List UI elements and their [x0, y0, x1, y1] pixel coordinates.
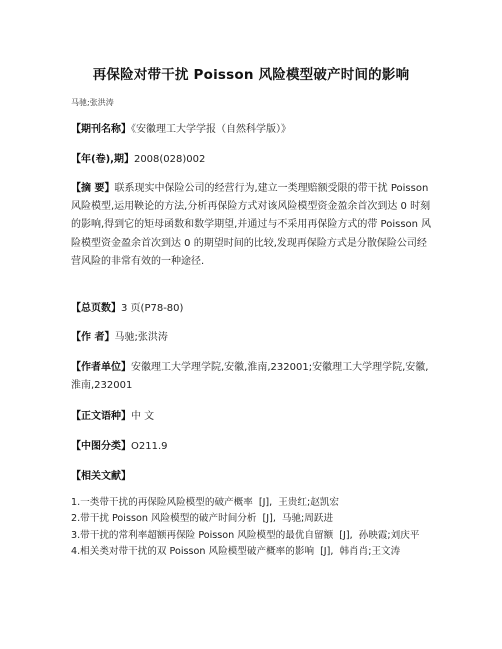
related-item-type: [J],	[339, 529, 353, 541]
language-value: 中 文	[131, 411, 155, 422]
pages-label: 【总页数】	[71, 303, 121, 314]
journal-value: 《安徽理工大学学报（自然科学版）》	[131, 124, 291, 135]
classification-label: 【中图分类】	[71, 441, 131, 452]
related-item-title: 1.一类带干扰的再保险风险模型的破产概率	[71, 497, 253, 508]
related-item[interactable]	[71, 544, 441, 560]
pages-field	[71, 300, 433, 318]
related-item[interactable]	[71, 528, 441, 544]
related-item-title: 4.相关类对带干扰的双 Poisson 风险模型破产概率的影响	[71, 546, 315, 558]
affiliation-value: 安徽理工大学理学院,安徽,淮南,232001;安徽理工大学理学院,安徽,淮南,232001	[71, 362, 429, 392]
related-item-authors: 马驰;周跃进	[281, 513, 334, 525]
related-item-type: [J],	[320, 546, 334, 558]
related-item-type: [J],	[258, 497, 273, 508]
affiliation-field	[71, 359, 433, 395]
affiliation-label: 【作者单位】	[71, 362, 131, 373]
author-line: 马驰;张洪涛	[71, 98, 114, 107]
authors-label: 【作 者】	[71, 332, 115, 343]
pages-value: 3 页(P78-80)	[121, 303, 184, 314]
journal-label: 【期刊名称】	[71, 124, 131, 135]
year-field	[71, 151, 433, 169]
related-literature-list	[71, 495, 441, 561]
classification-value: O211.9	[131, 441, 168, 452]
related-literature-heading: 【相关文献】	[71, 471, 131, 482]
year-label: 【年(卷),期】	[71, 154, 134, 165]
authors-value: 马驰;张洪涛	[114, 332, 168, 343]
abstract-text: 联系现实中保险公司的经营行为,建立一类理赔额受限的带干扰 Poisson 风险模型,运用鞅论的方法,分析再保险方式对该风险模型资金盈余首次到达 0 时刻的影响,得到它的矩母函数和数学期望,并通过与不采用再保险方式的带 Poisson 风险模型资金盈余首次到达 0 的期望时间的比较,发现再保险方式是分散保险公司经营风险的非常有效的一种途径.	[71, 183, 432, 267]
language-field	[71, 408, 433, 426]
document-title: 再保险对带干扰 Poisson 风险模型破产时间的影响	[92, 67, 410, 83]
abstract-label: 【摘 要】	[71, 183, 115, 194]
classification-field	[71, 438, 433, 456]
related-item-type: [J],	[262, 513, 276, 525]
related-item[interactable]	[71, 495, 441, 511]
year-value: 2008(028)002	[133, 154, 206, 165]
abstract-field	[71, 180, 433, 271]
related-item-authors: 王贵红;赵凯宏	[278, 497, 340, 508]
related-item[interactable]	[71, 511, 441, 527]
related-item-title: 3.带干扰的常利率超额再保险 Poisson 风险模型的最优自留额	[71, 529, 334, 541]
related-item-title: 2.带干扰 Poisson 风险模型的破产时间分析	[71, 513, 257, 525]
related-item-authors: 孙映霞;刘庆平	[358, 529, 420, 541]
journal-field	[71, 121, 433, 139]
language-label: 【正文语种】	[71, 411, 131, 422]
authors-field	[71, 329, 433, 347]
related-item-authors: 韩肖肖;王文涛	[339, 546, 401, 558]
